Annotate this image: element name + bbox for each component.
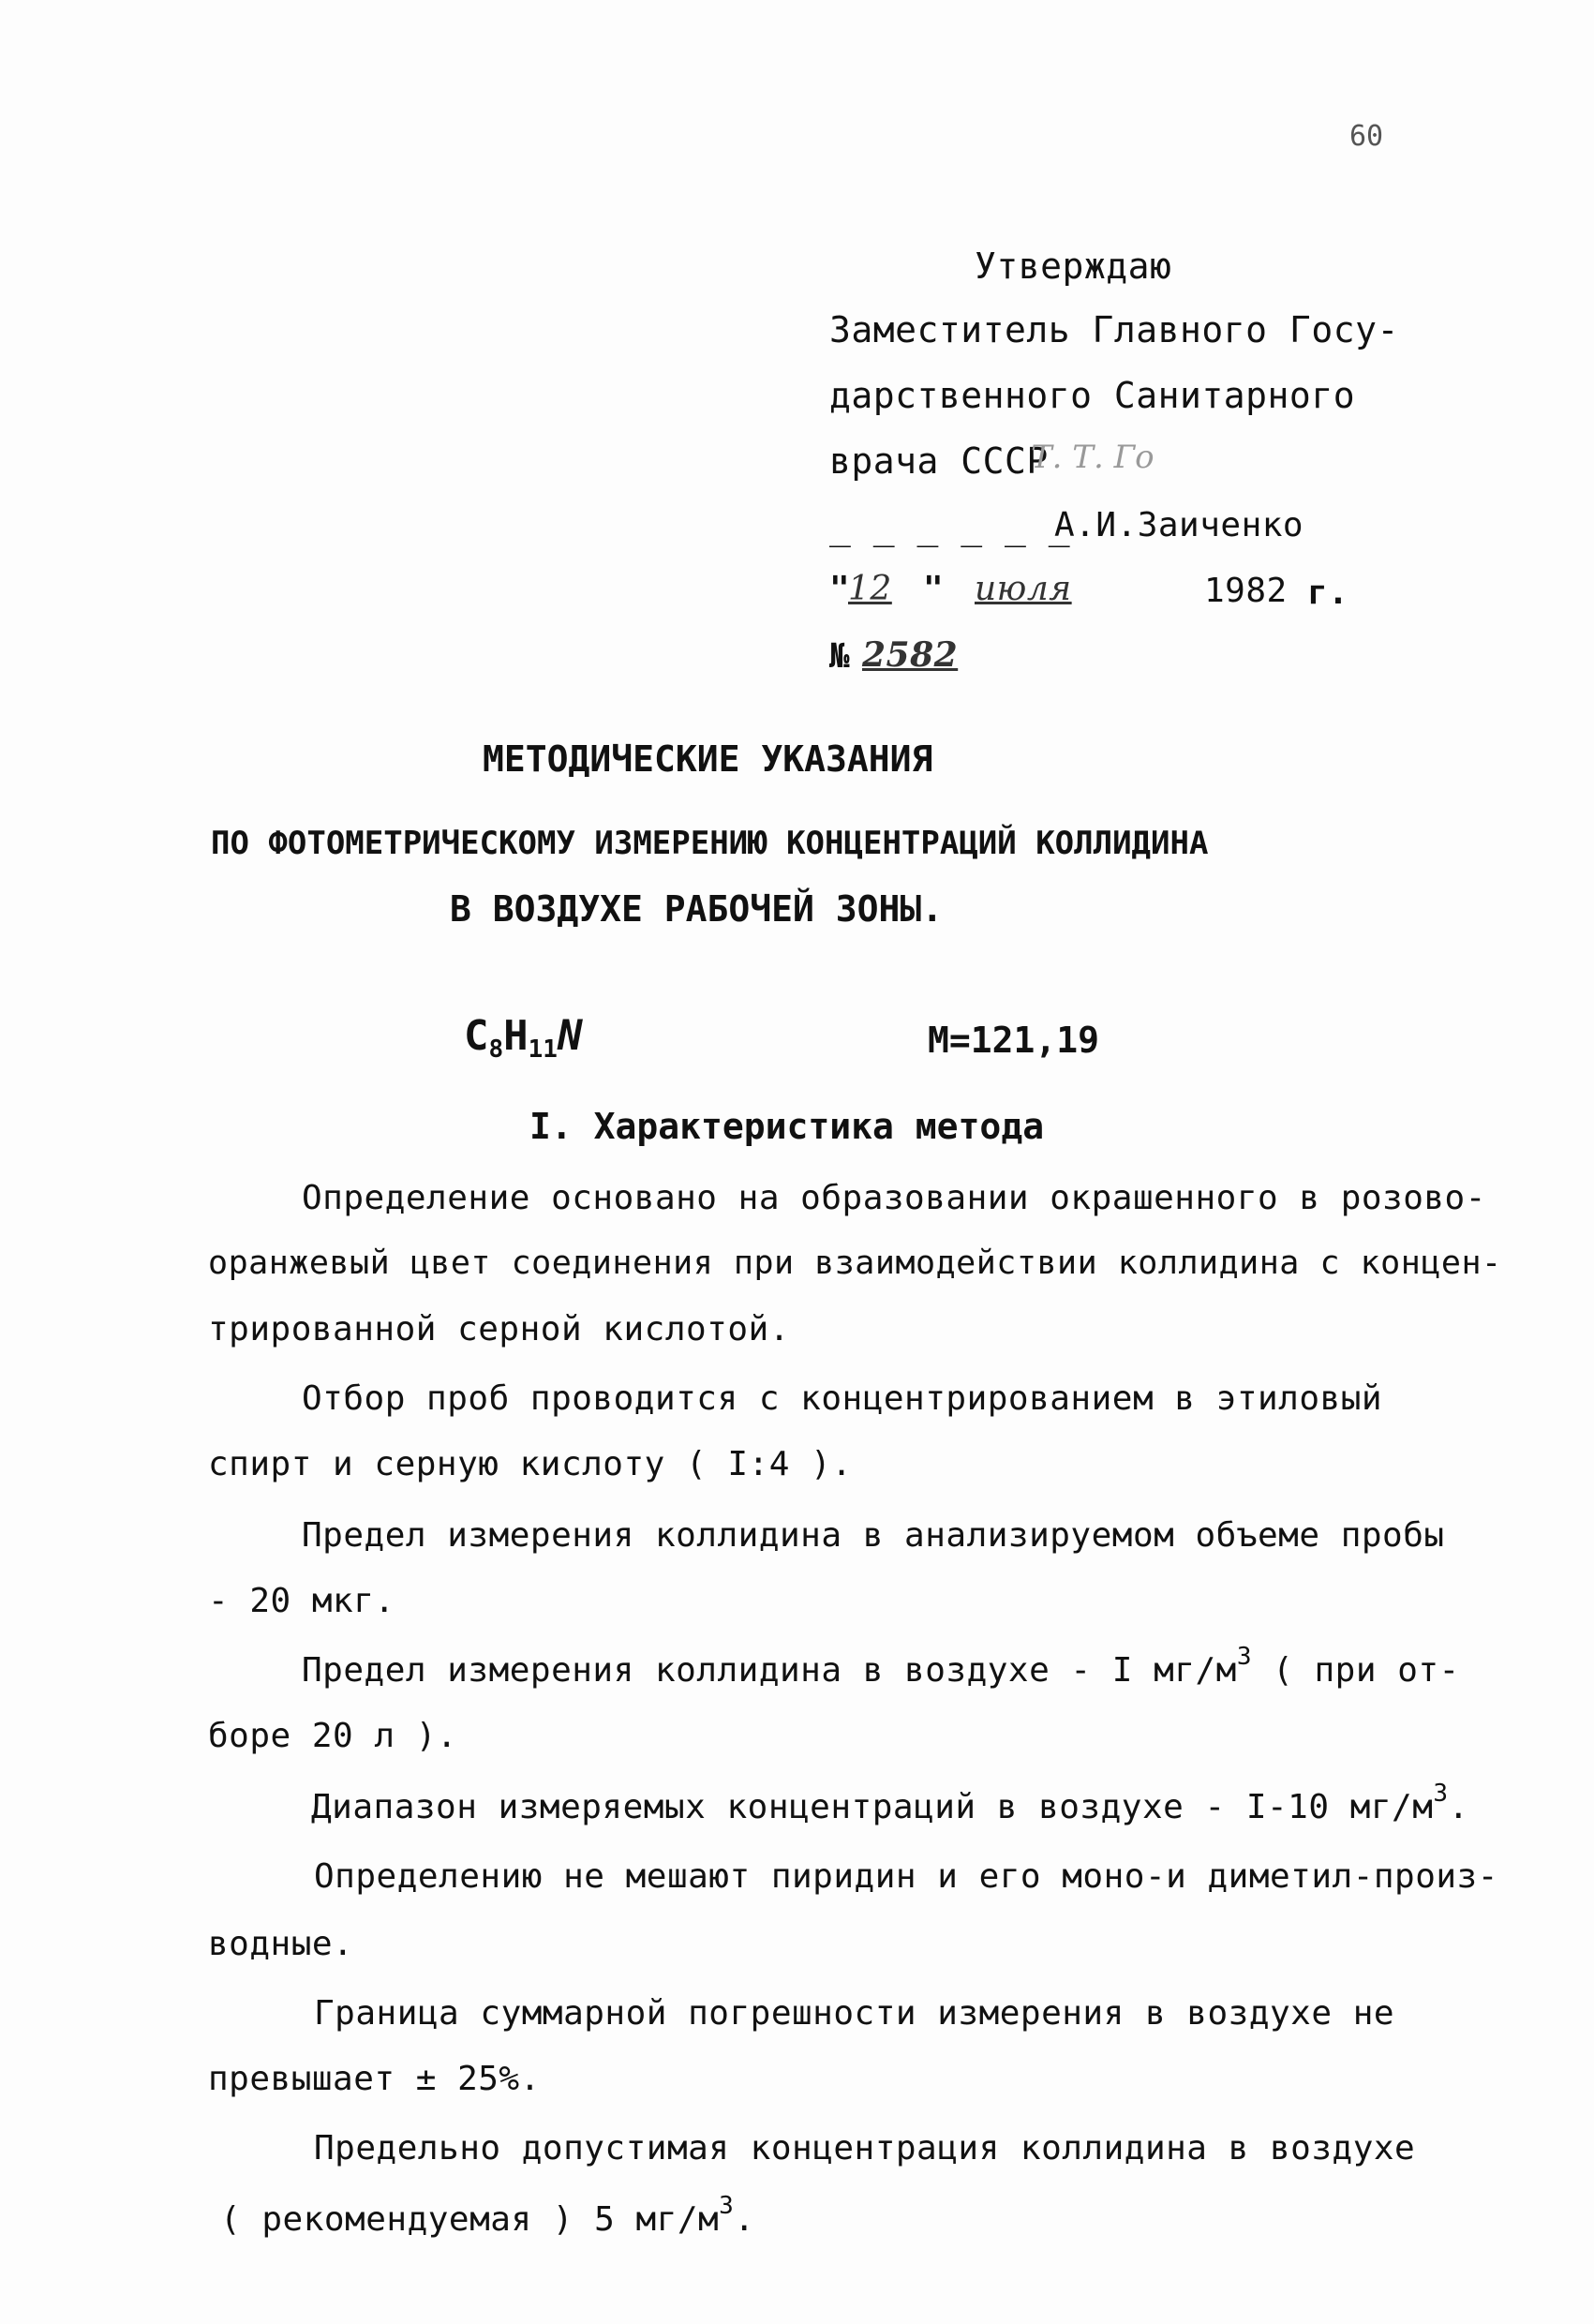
paragraph-1-line2: оранжевый цвет соединения при взаимодействии коллидина с концен-: [208, 1244, 1502, 1282]
document-subtitle-line2: В ВОЗДУХЕ РАБОЧЕЙ ЗОНЫ.: [450, 888, 944, 930]
paragraph-3-line2: - 20 мкг.: [208, 1582, 395, 1620]
date-month: июля: [975, 570, 1072, 608]
paragraph-6-line1: Определению не мешают пиридин и его моно-и диметил-произ-: [314, 1857, 1498, 1896]
paragraph-7-line1: Граница суммарной погрешности измерения в воздухе не: [314, 1994, 1395, 2033]
date-year-suffix: г.: [1307, 574, 1349, 612]
paragraph-5: Диапазон измеряемых концентраций в воздухе - I-10 $мг/м^3$.: [311, 1780, 1469, 1826]
approval-position-line3: врача СССР: [829, 440, 1049, 482]
paragraph-3-line1: Предел измерения коллидина в анализируемом объеме пробы: [302, 1516, 1445, 1555]
molecular-mass: М=121,19: [928, 1020, 1100, 1061]
approval-title: Утверждаю: [975, 246, 1172, 287]
approval-signature: Т. Т. Го: [1031, 439, 1155, 476]
paragraph-2-line2: спирт и серную кислоту ( I:4 ).: [208, 1445, 853, 1483]
approval-number: 2582: [862, 635, 959, 675]
paragraph-6-line2: водные.: [208, 1925, 354, 1963]
paragraph-8-line2: ( рекомендуемая ) 5 $мг/м^3$.: [220, 2192, 755, 2239]
date-day: 12: [848, 570, 892, 608]
approval-number-sign: №: [829, 637, 851, 676]
document-title: МЕТОДИЧЕСКИЕ УКАЗАНИЯ: [483, 738, 933, 780]
document-subtitle-line1: ПО ФОТОМЕТРИЧЕСКОМУ ИЗМЕРЕНИЮ КОНЦЕНТРАЦИЙ КОЛЛИДИНА: [211, 825, 1209, 862]
paragraph-2-line1: Отбор проб проводится с концентрированием в этиловый: [302, 1379, 1383, 1418]
approval-position-line1: Заместитель Главного Госу-: [829, 309, 1399, 350]
paragraph-7-line2: превышает ± 25%.: [208, 2060, 541, 2098]
paragraph-4-line1: Предел измерения коллидина в воздухе - I $мг/м^3$ ( при от-: [302, 1643, 1460, 1690]
document-page: 60 Утверждаю Заместитель Главного Госу- дарственного Санитарного врача СССР Т. Т. Го _ _ _ _ _ _ А.И.Заиченко " 12 " июля 1982 г. № 2582 МЕТОДИЧЕСКИЕ УКАЗАНИЯ ПО ФОТОМЕТРИЧЕСКОМУ ИЗМЕРЕНИЮ КОНЦЕНТРАЦИЙ КОЛЛИДИНА В ВОЗДУХЕ РАБОЧЕЙ ЗОНЫ. C8H11N М=121,19 I. Характеристика метода Определение основано на образовании окрашенного в розово- оранжевый цвет соединения при взаимодействии коллидина с концен- трированной серной кислотой. Отбор проб проводится с концентрированием в этиловый спирт и серную кислоту ( I:4 ). Предел измерения коллидина в анализируемом объеме пробы - 20 мкг. Предел измерения коллидина в воздухе - I $мг/м^3$ ( при от- боре 20 л ). Диапазон измеряемых концентраций в воздухе - I-10 $мг/м^3$. Определению не мешают пиридин и его моно-и диметил-произ- водные. Граница суммарной погрешности измерения в воздухе не превышает ± 25%. Предельно допустимая концентрация коллидина в воздухе ( рекомендуемая ) 5 $мг/м^3$.: [0, 0, 1594, 2324]
page-number: 60: [1349, 120, 1384, 153]
chemical-formula: C8H11N: [464, 1012, 583, 1064]
paragraph-1-line1: Определение основано на образовании окрашенного в розово-: [302, 1179, 1486, 1217]
signature-dashes: _ _ _ _ _ _: [829, 506, 1071, 547]
paragraph-4-line2: боре 20 л ).: [208, 1717, 458, 1755]
section-heading: I. Характеристика метода: [529, 1106, 1045, 1147]
date-year: 1982: [1204, 572, 1288, 610]
paragraph-1-line3: трированной серной кислотой.: [208, 1310, 790, 1348]
approval-position-line2: дарственного Санитарного: [829, 375, 1356, 416]
paragraph-8-line1: Предельно допустимая концентрация коллидина в воздухе: [314, 2129, 1416, 2168]
approver-name: А.И.Заиченко: [1054, 506, 1304, 544]
